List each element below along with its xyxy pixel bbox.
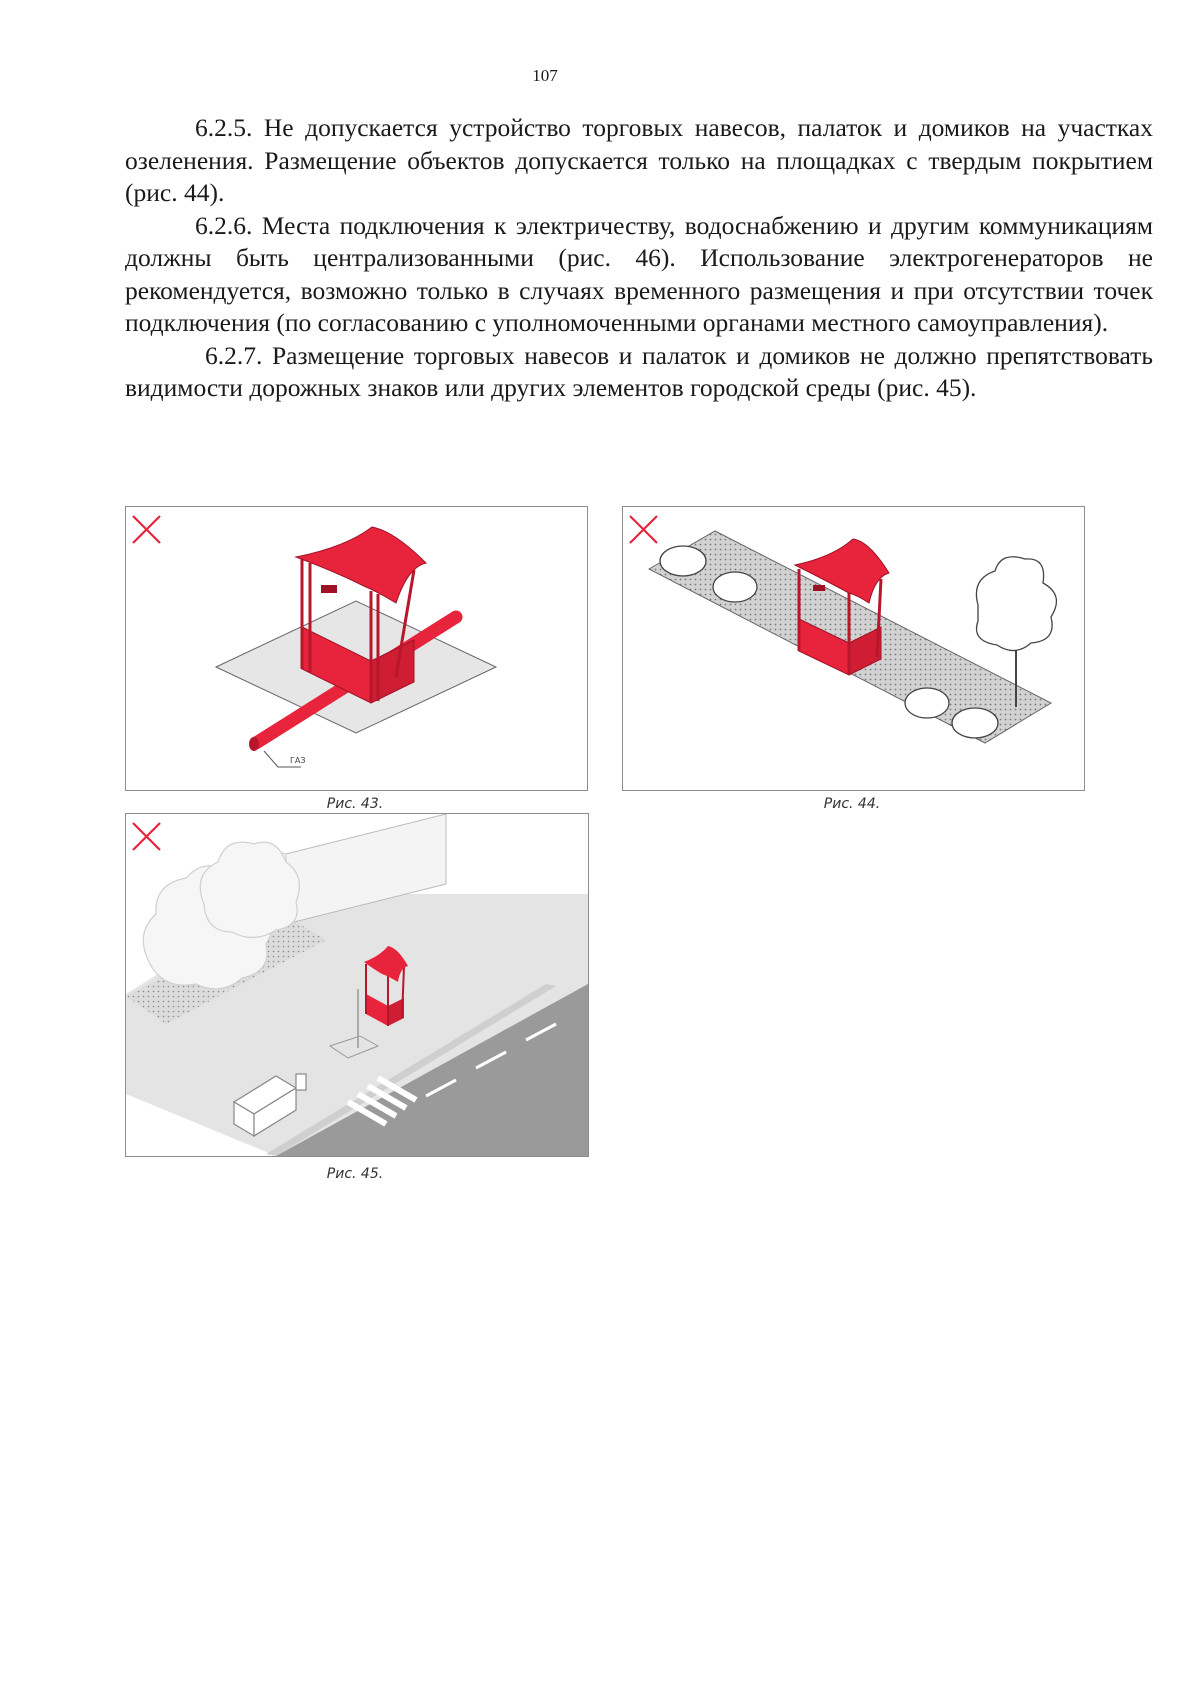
body-text [125,112,1153,405]
cross-mark-icon [133,823,160,850]
paragraph-6-2-6: 6.2.6. Места подключения к электричеству, водоснабжению и другим коммуникациям должны быть централизованными (рис. 46). Использование электрогенераторов не рекомендуется, возможно только в случаях временного размещения и при отсутствии точек подключения (по согласованию с уполномоченными органами местного самоуправления). [125,210,1153,337]
paragraph-6-2-5: 6.2.5. Не допускается устройство торговых навесов, палаток и домиков на участках озеленения. Размещение объектов допускается только на площадках с твердым покрытием (рис. 44). [125,113,1153,207]
gas-label: ГАЗ [290,756,306,765]
figure-44 [622,506,1085,791]
caption-fig-45: Рис. 45. [326,1166,384,1182]
cross-mark-icon [630,516,657,543]
figure-43 [125,506,588,791]
cross-mark-icon [133,516,160,543]
page-number: 107 [532,66,558,85]
figure-45 [125,813,589,1157]
caption-fig-43: Рис. 43. [326,796,384,812]
caption-fig-44: Рис. 44. [823,796,881,812]
paragraph-6-2-7: 6.2.7. Размещение торговых навесов и палаток и домиков не должно препятствовать видимости дорожных знаков или других элементов городской среды (рис. 45). [125,340,1153,402]
